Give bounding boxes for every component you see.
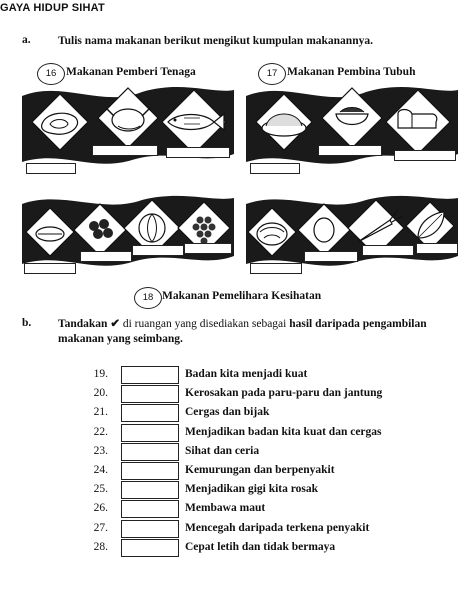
row-statement: Mencegah daripada terkena penyakit: [185, 522, 370, 534]
group-17-number: 17: [258, 63, 286, 85]
page-header: GAYA HIDUP SIHAT: [0, 2, 105, 14]
part-a-label: a.: [22, 34, 31, 46]
group-18-answer-box-4[interactable]: [184, 243, 232, 254]
group-16-number: 16: [37, 63, 65, 85]
group-17-answer-box-2[interactable]: [318, 145, 382, 156]
group-18-number: 18: [134, 287, 162, 309]
part-b-instruction: [58, 317, 468, 347]
group-17-banner: [246, 80, 458, 176]
check-icon: ✔: [110, 318, 120, 330]
checkbox[interactable]: [121, 385, 179, 403]
row-number: 21.: [93, 406, 108, 418]
group-18-answer-box-5[interactable]: [250, 263, 302, 274]
row-statement: Menjadikan gigi kita rosak: [185, 483, 319, 495]
row-number: 27.: [93, 522, 108, 534]
row-statement: Menjadikan badan kita kuat dan cergas: [185, 426, 382, 438]
part-a-instruction: Tulis nama makanan berikut mengikut kumpulan makanannya.: [58, 35, 373, 47]
row-statement: Kerosakan pada paru-paru dan jantung: [185, 387, 383, 399]
row-statement: Badan kita menjadi kuat: [185, 368, 308, 380]
instruction-line2: makanan yang seimbang.: [58, 333, 183, 345]
row-number: 20.: [93, 387, 108, 399]
group-16-answer-box-1[interactable]: [26, 163, 76, 174]
group-18-answer-box-6[interactable]: [304, 251, 358, 262]
row-statement: Cepat letih dan tidak bermaya: [185, 541, 336, 553]
checkbox[interactable]: [121, 481, 179, 499]
row-statement: Kemurungan dan berpenyakit: [185, 464, 335, 476]
checkbox[interactable]: [121, 500, 179, 518]
checkbox[interactable]: [121, 366, 179, 384]
group-18-answer-box-3[interactable]: [132, 245, 184, 256]
checkbox[interactable]: [121, 404, 179, 422]
row-number: 26.: [93, 502, 108, 514]
row-statement: Sihat dan ceria: [185, 445, 260, 457]
group-18-answer-box-8[interactable]: [416, 243, 458, 254]
row-statement: Cergas dan bijak: [185, 406, 270, 418]
checkbox[interactable]: [121, 424, 179, 442]
group-16-answer-box-3[interactable]: [166, 147, 230, 158]
row-number: 24.: [93, 464, 108, 476]
checkbox[interactable]: [121, 443, 179, 461]
group-17-title: Makanan Pembina Tubuh: [287, 66, 416, 78]
row-number: 22.: [93, 426, 108, 438]
group-18-answer-box-7[interactable]: [362, 245, 414, 256]
instruction-mid: di ruangan yang disediakan sebagai: [122, 318, 287, 330]
row-number: 23.: [93, 445, 108, 457]
checkbox[interactable]: [121, 539, 179, 557]
group-16-title: Makanan Pemberi Tenaga: [66, 66, 196, 78]
part-b-label: b.: [22, 317, 32, 329]
group-17-answer-box-3[interactable]: [394, 150, 456, 161]
row-statement: Membawa maut: [185, 502, 266, 514]
group-16-answer-box-2[interactable]: [92, 145, 158, 156]
checkbox[interactable]: [121, 462, 179, 480]
row-number: 19.: [93, 368, 108, 380]
group-16-banner: [22, 80, 234, 176]
instruction-pre: Tandakan: [58, 318, 108, 330]
row-number: 25.: [93, 483, 108, 495]
checkbox[interactable]: [121, 520, 179, 538]
instruction-bold: hasil daripada pengambilan: [289, 318, 427, 330]
group-18-title: Makanan Pemelihara Kesihatan: [162, 290, 322, 302]
group-18-answer-box-2[interactable]: [80, 251, 132, 262]
group-17-answer-box-1[interactable]: [250, 163, 300, 174]
row-number: 28.: [93, 541, 108, 553]
group-18-answer-box-1[interactable]: [24, 263, 76, 274]
